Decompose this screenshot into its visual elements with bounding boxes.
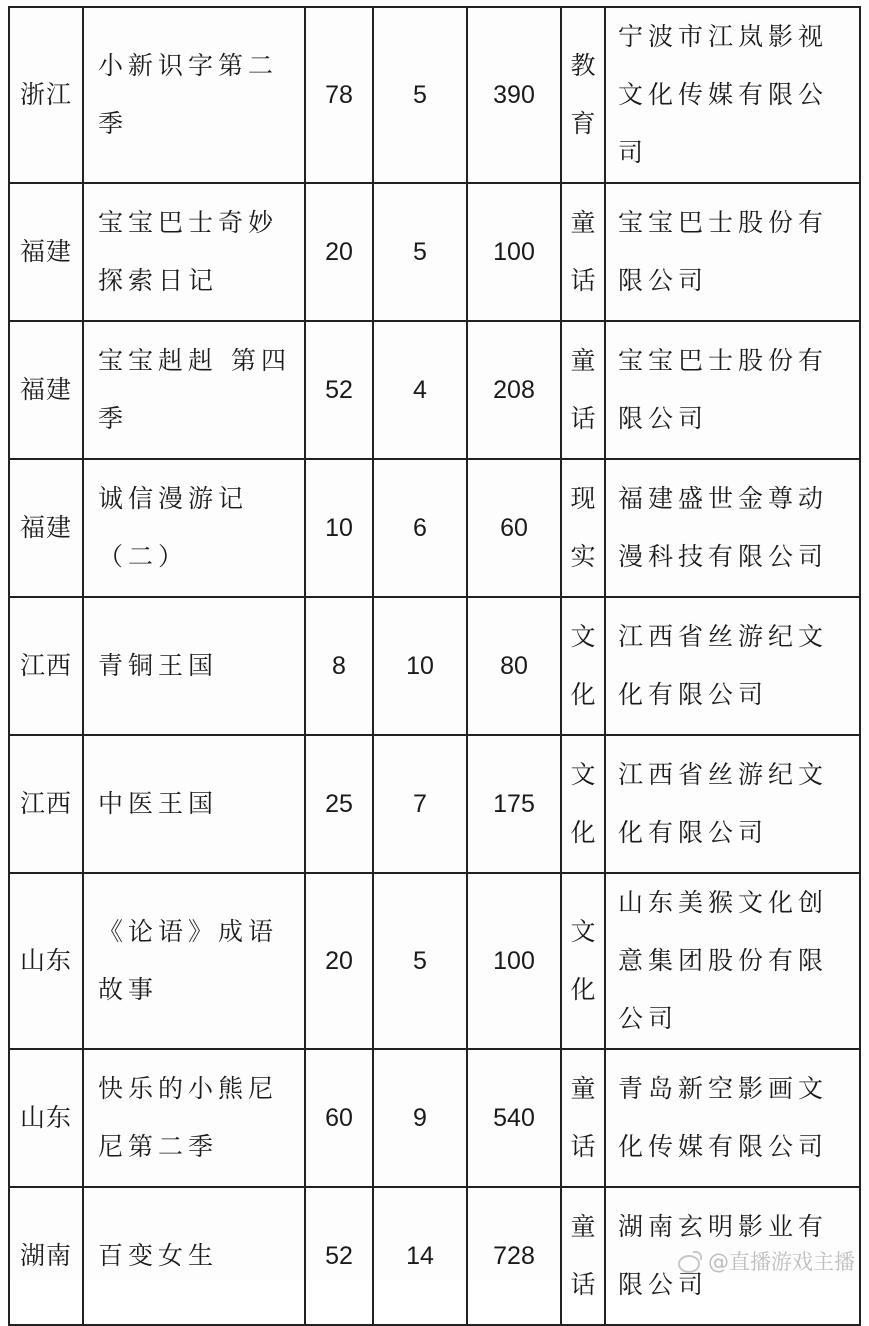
title-cell: 诚信漫游记（二）: [83, 459, 305, 597]
genre-text: 文化: [570, 917, 596, 1004]
genre-cell: [561, 1187, 605, 1325]
table-row: [9, 459, 860, 597]
province-cell: 江西: [9, 597, 83, 735]
company-cell: 青岛新空影画文化传媒有限公司: [605, 1049, 860, 1187]
province-cell: 山东: [9, 1049, 83, 1187]
genre-cell: [561, 7, 605, 183]
minutes-cell: 5: [373, 7, 467, 183]
genre-text: 文化: [570, 760, 596, 847]
table-row: [9, 597, 860, 735]
company-cell: 江西省丝游纪文化有限公司: [605, 735, 860, 873]
total-cell: 540: [467, 1049, 561, 1187]
table-row: [9, 321, 860, 459]
minutes-cell: 7: [373, 735, 467, 873]
minutes-cell: 6: [373, 459, 467, 597]
genre-cell: [561, 183, 605, 321]
title-cell: 《论语》成语故事: [83, 873, 305, 1049]
genre-cell: [561, 597, 605, 735]
genre-cell: [561, 873, 605, 1049]
animation-listing-table: [8, 6, 861, 1326]
total-cell: 80: [467, 597, 561, 735]
genre-cell: [561, 321, 605, 459]
episodes-cell: 8: [305, 597, 373, 735]
total-cell: 390: [467, 7, 561, 183]
table-row: [9, 873, 860, 1049]
genre-text: 教育: [570, 51, 596, 138]
episodes-cell: 60: [305, 1049, 373, 1187]
minutes-cell: 4: [373, 321, 467, 459]
genre-text: 童话: [570, 1212, 596, 1299]
title-cell: 青铜王国: [83, 597, 305, 735]
episodes-cell: 10: [305, 459, 373, 597]
episodes-cell: 20: [305, 873, 373, 1049]
province-cell: 湖南: [9, 1187, 83, 1325]
company-cell: 宝宝巴士股份有限公司: [605, 321, 860, 459]
province-cell: 山东: [9, 873, 83, 1049]
minutes-cell: 9: [373, 1049, 467, 1187]
genre-cell: [561, 1049, 605, 1187]
genre-cell: [561, 735, 605, 873]
minutes-cell: 10: [373, 597, 467, 735]
total-cell: 100: [467, 873, 561, 1049]
total-cell: 100: [467, 183, 561, 321]
province-cell: 江西: [9, 735, 83, 873]
total-cell: 60: [467, 459, 561, 597]
episodes-cell: 52: [305, 1187, 373, 1325]
province-cell: 福建: [9, 321, 83, 459]
company-cell: 江西省丝游纪文化有限公司: [605, 597, 860, 735]
title-cell: 百变女生: [83, 1187, 305, 1325]
genre-cell: [561, 459, 605, 597]
title-cell: 宝宝巴士奇妙探索日记: [83, 183, 305, 321]
episodes-cell: 20: [305, 183, 373, 321]
table-row: [9, 1049, 860, 1187]
episodes-cell: 52: [305, 321, 373, 459]
company-cell: 山东美猴文化创意集团股份有限公司: [605, 873, 860, 1049]
company-cell: 湖南玄明影业有限公司: [605, 1187, 860, 1325]
genre-text: 文化: [570, 622, 596, 709]
table-row: [9, 735, 860, 873]
genre-text: 现实: [570, 484, 596, 571]
episodes-cell: 25: [305, 735, 373, 873]
title-cell: 宝宝赳赳 第四季: [83, 321, 305, 459]
minutes-cell: 14: [373, 1187, 467, 1325]
genre-text: 童话: [570, 346, 596, 433]
genre-text: 童话: [570, 1074, 596, 1161]
table-row: [9, 183, 860, 321]
minutes-cell: 5: [373, 873, 467, 1049]
province-cell: 福建: [9, 183, 83, 321]
title-cell: 中医王国: [83, 735, 305, 873]
weibo-icon: [676, 1251, 702, 1271]
minutes-cell: 5: [373, 183, 467, 321]
title-cell: 快乐的小熊尼尼第二季: [83, 1049, 305, 1187]
province-cell: 福建: [9, 459, 83, 597]
company-cell: 福建盛世金尊动漫科技有限公司: [605, 459, 860, 597]
company-cell: 宝宝巴士股份有限公司: [605, 183, 860, 321]
table-row: [9, 7, 860, 183]
watermark-text: @直播游戏主播: [708, 1250, 855, 1274]
genre-text: 童话: [570, 208, 596, 295]
weibo-watermark: [676, 1246, 855, 1276]
company-cell: 宁波市江岚影视文化传媒有限公司: [605, 7, 860, 183]
title-cell: 小新识字第二季: [83, 7, 305, 183]
total-cell: 208: [467, 321, 561, 459]
total-cell: 728: [467, 1187, 561, 1325]
province-cell: 浙江: [9, 7, 83, 183]
episodes-cell: 78: [305, 7, 373, 183]
total-cell: 175: [467, 735, 561, 873]
